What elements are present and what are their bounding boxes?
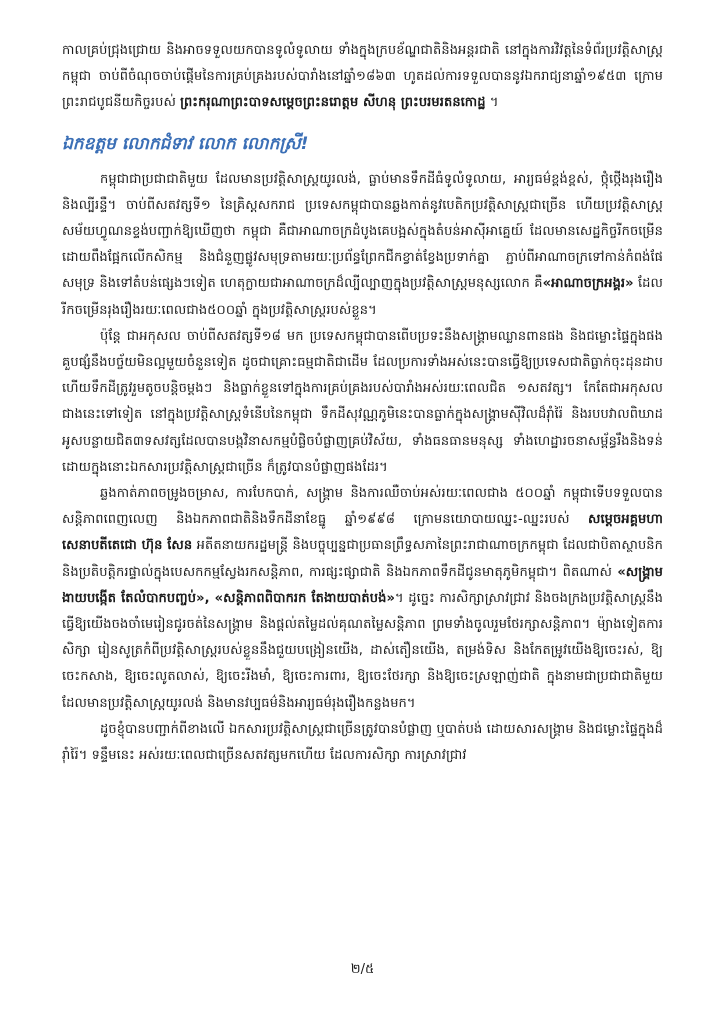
paragraph-peace <box>62 481 663 717</box>
page-number: ២/៥ <box>350 962 375 977</box>
paragraph-documents: ដូចខ្ញុំបានបញ្ជាក់ពីខាងលើ ឯកសារប្រវត្តិសាស្ត្រជាច្រើនត្រូវបានបំផ្លាញ ឬបាត់បង់ ដោយសារសង្គ្រាម និងជម្លោះផ្ទៃក្នុងដ៏រ៉ាំរ៉ៃ។ ទន្ទឹមនេះ អស់រយៈពេលជាច្រើនសតវត្សមកហើយ ដែលការសិក្សា ការស្រាវជ្រាវ <box>62 721 663 764</box>
war-peace-quote-bold: «សង្គ្រាមងាយបង្កើត តែលំបាកបញ្ចប់», «សន្តិភាពពិបាករក តែងាយបាត់បង់» <box>62 564 663 606</box>
king-name-bold: ព្រះករុណាព្រះបាទសម្តេចព្រះនរោត្តម សីហនុ ព្រះបរមរតនកោដ្ឋ <box>180 95 486 111</box>
angkor-bold: «អាណាចក្រអង្គរ» <box>542 276 634 292</box>
paragraph-text: ។ ដូច្នេះ ការសិក្សាស្រាវជ្រាវ និងចងក្រងប្រវត្តិសាស្ត្រនឹងធ្វើឱ្យយើងចងចាំមេរៀនជូរចត់នៃសង្គ្រាម និងផ្តល់តម្លៃដល់គុណតម្លៃសន្តិភាព ព្រមទាំងចូលរួមថែរក្សាសន្តិភាព។ ម៉្យាងទៀតការសិក្សា រៀនសូត្រកំពីប្រវត្តិសាស្ត្ររបស់ខ្លួននឹងជួយបង្រៀនយើង, ដាស់តឿនយើង, តម្រង់ទិស និងកែតម្រូវយើងឱ្យចេះរស់, ឱ្យចេះកសាង, ឱ្យចេះលូតលាស់, ឱ្យចេះរីងមាំ, ឱ្យចេះការពារ, ឱ្យចេះថែរក្សា និងឱ្យចេះស្រឡាញ់ជាតិ ក្នុងនាមជាប្រជាជាតិមួយ ដែលមានប្រវត្តិសាស្ត្រយូរលង់ និងមានវប្បធម៌និងអារ្យធម៌រុងរឿងកន្លងមក។ <box>62 590 663 711</box>
paragraph-text: ឆ្លងកាត់ភាពចម្រូងចម្រាស, ការបែកបាក់, សង្គ្រាម និងការឈឺចាប់អស់រយៈពេលជាង ៥០០ឆ្នាំ កម្ពុជាទើបទទួលបានសន្តិភាពពេញលេញ និងឯកភាពជាតិនិងទឹកដីនាខែធ្នូ ឆ្នាំ១៩៩៨ ក្រោមនយោបាយឈ្នះ-ឈ្នះរបស់ <box>62 486 663 528</box>
section-heading: ឯកឧត្តម លោកជំទាវ លោក លោកស្រី! <box>62 133 309 154</box>
hun-sen-bold: សម្តេចអគ្គមហាសេនាបតីតេជោ ហ៊ុន សែន <box>62 512 663 554</box>
paragraph-text: កាលគ្រប់ជ្រុងជ្រោយ និងអាចទទួលយកបានទូលំទូលាយ ទាំងក្នុងក្របខ័ណ្ឌជាតិនិងអន្តរជាតិ នៅក្នុងការវិវត្តនៃទំព័រប្រវត្តិសាស្ត្រកម្ពុជា ចាប់ពីចំណុចចាប់ផ្តើមនៃការគ្រប់គ្រងរបស់បារាំងនៅឆ្នាំ១៨៦៣ ហូតដល់ការទទួលបាននូវឯករាជ្យនាឆ្នាំ១៩៥៣ ក្រោមព្រះរាជបូជនីយកិច្ចរបស់ <box>62 43 663 111</box>
paragraph-decline: ប៉ុន្តែ ជាអកុសល ចាប់ពីសតវត្សទី១៨ មក ប្រទេសកម្ពុជាបានពើបប្រទះនឹងសង្គ្រាមឈ្លានពានផង និងជម្លោះផ្ទៃក្នុងផង គួបផ្សំនឹងបច្ច័យមិនល្អមួយចំនួនទៀត ដូចជាគ្រោះធម្មជាតិជាដើម ដែលប្រការទាំងអស់នេះបានធ្វើឱ្យប្រទេសជាតិធ្លាក់ចុះដុនដាប ហើយទឹកដីត្រូវរួមតូចបន្តិចម្តងៗ និងធ្លាក់ខ្លួនទៅក្នុងការគ្រប់គ្រងរបស់បារាំងអស់រយៈពេលជិត ១សតវត្ស។ កែតែជាអកុសលជាងនេះទៅទៀត នៅក្នុងប្រវត្តិសាស្ត្រទំនើបនៃកម្ពុជា ទឹកដីសុវណ្ណភូមិនេះបានធ្លាក់ក្នុងសង្គ្រាមស៊ីវិលដ៏រ៉ាំរ៉ៃ និងរបបវាលពិឃាដ អូសបន្លាយជិត៣ទសវត្សដែលបានបង្កវិនាសកម្មបំផ្លិចបំផ្លាញគ្រប់វិស័យ, ទាំងធនធានមនុស្ស ទាំងហេដ្ឋារចនាសម្ព័ន្ធរឹងនិងទន់ ដោយក្នុងនោះឯកសារប្រវត្តិសាស្ត្រជាច្រើន ក៏ត្រូវបានបំផ្លាញផងដែរ។ <box>62 328 663 475</box>
paragraph-text: កម្ពុជាជាប្រជាជាតិមួយ ដែលមានប្រវត្តិសាស្ត្រយូរលង់, ធ្លាប់មានទឹកដីធំទូលំទូលាយ, អារ្យធម៌ខ្ពង់ខ្ពស់, ថ្កុំថ្កើងរុងរឿង និងល្បីរន្ទឺ។ ចាប់ពីសតវត្សទី១ នៃគ្រិស្តសករាជ ប្រទេសកម្ពុជាបានឆ្លងកាត់នូវបេតិកប្រវត្តិសាស្ត្រជាច្រើន ហើយប្រវត្តិសាស្ត្រសម័យហ្វូណនខ្ទង់បញ្ជាក់ឱ្យឃើញថា កម្ពុជា គឺជាអាណាចក្រដំបូងគេបង្អស់ក្នុងតំបន់អាស៊ីអាគ្នេយ៍ ដែលមានសេដ្ឋកិច្ចរីកចម្រើនដោយពឹងផ្អែកលើកសិកម្ម និងជំនួញផ្លូវសមុទ្រតាមរយៈប្រព័ន្ធព្រែកជីកខ្វាត់ខ្វែងប្រទាក់គ្នា ភ្ជាប់ពីអាណាចក្រទៅកាន់កំពង់ផែសមុទ្រ និងទៅតំបន់ផ្សេងៗទៀត ហេតុក្លាយជាអាណាចក្រដ៏ល្បីល្បាញក្នុងប្រវត្តិសាស្ត្រមនុស្សលោក គឺ <box>62 171 663 292</box>
paragraph-end: ។ <box>485 95 499 111</box>
paragraph-continuation <box>62 38 663 117</box>
paragraph-end: ដែលរីកចម្រើនរុងរឿងរយៈពេលជាង៥០០ឆ្នាំ ក្នុងប្រវត្តិសាស្ត្ររបស់ខ្លួន។ <box>62 276 663 318</box>
paragraph-cambodia-history <box>62 167 663 324</box>
paragraph-text: អតីតនាយករដ្ឋមន្ត្រី និងបច្ចុប្បន្នជាប្រធានព្រឹទ្ធសភានៃព្រះរាជាណាចក្រកម្ពុជា ដែលជាបិតាស្ថាបនិក និងប្រតិបត្តិករផ្ទាល់ក្នុងបេសកកម្មស្វែងរកសន្តិភាព, ការផ្សះផ្សាជាតិ និងឯកភាពទឹកដីជូនមាតុភូមិកម្ពុជា។ ពិតណាស់ <box>62 538 663 580</box>
